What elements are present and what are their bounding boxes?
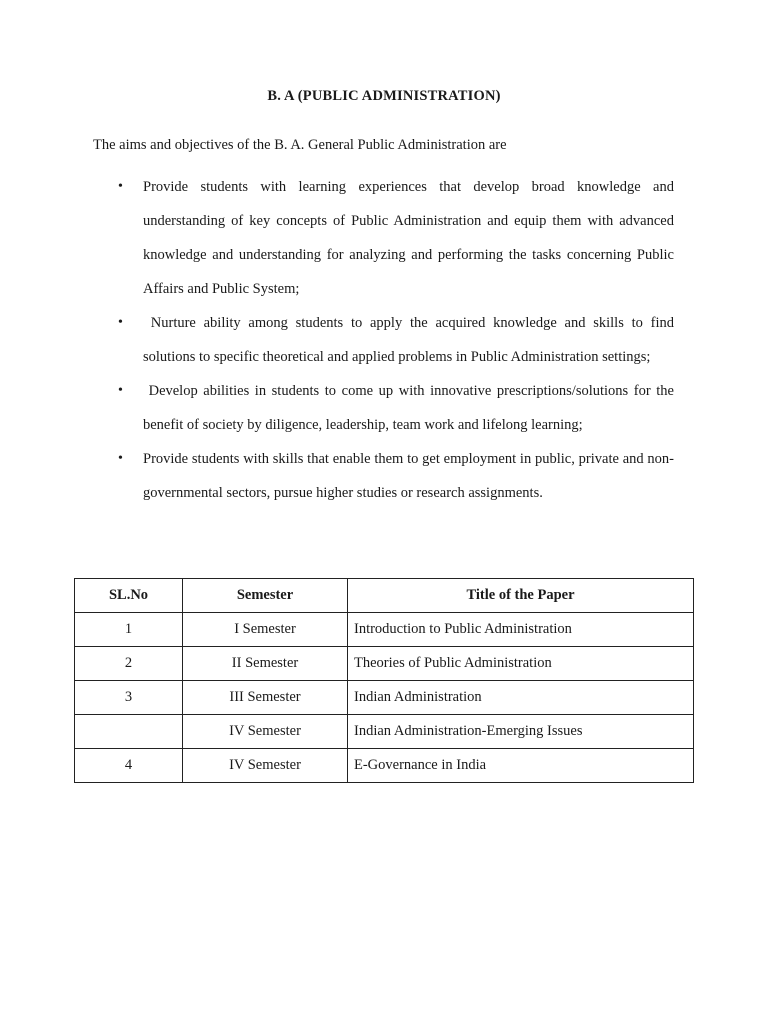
cell-semester: III Semester	[183, 681, 348, 715]
table-row	[75, 715, 694, 749]
objective-item	[118, 374, 678, 442]
objective-text: Nurture ability among students to apply the acquired knowledge and skills to find solutions to specific theoretical and applied problems in Public Administration settings;	[143, 315, 678, 365]
cell-semester: IV Semester	[183, 749, 348, 783]
table-header-row	[75, 579, 694, 613]
objective-item	[118, 306, 678, 374]
table-row	[75, 749, 694, 783]
intro-paragraph: The aims and objectives of the B. A. General Public Administration are	[93, 137, 507, 153]
cell-paper-title: Indian Administration-Emerging Issues	[348, 715, 694, 749]
bullet-icon: •	[118, 451, 123, 466]
table-row	[75, 647, 694, 681]
objective-text: Provide students with learning experiences that develop broad knowledge and understanding of key concepts of Public Administration and equip them with advanced knowledge and understanding for analyzing and performing the tasks concerning Public Affairs and Public System;	[143, 179, 674, 297]
cell-sl-no: 3	[75, 681, 183, 715]
papers-table	[74, 578, 694, 783]
table-row	[75, 681, 694, 715]
header-semester: Semester	[183, 579, 348, 613]
cell-semester: I Semester	[183, 613, 348, 647]
header-title: Title of the Paper	[348, 579, 694, 613]
bullet-icon: •	[118, 179, 123, 194]
cell-paper-title: E-Governance in India	[348, 749, 694, 783]
page-title: B. A (PUBLIC ADMINISTRATION)	[267, 88, 501, 104]
objective-text: Develop abilities in students to come up with innovative prescriptions/solutions for the benefit of society by diligence, leadership, team work and lifelong learning;	[143, 383, 678, 433]
bullet-icon: •	[118, 383, 123, 398]
cell-semester: II Semester	[183, 647, 348, 681]
objective-item	[118, 170, 674, 306]
cell-paper-title: Theories of Public Administration	[348, 647, 694, 681]
cell-semester: IV Semester	[183, 715, 348, 749]
objectives-list	[118, 170, 678, 510]
cell-sl-no: 2	[75, 647, 183, 681]
cell-sl-no	[75, 715, 183, 749]
cell-sl-no: 1	[75, 613, 183, 647]
cell-paper-title: Indian Administration	[348, 681, 694, 715]
objective-item	[118, 442, 674, 510]
objective-text: Provide students with skills that enable them to get employment in public, private and non-governmental sectors, pursue higher studies or research assignments.	[143, 451, 674, 501]
header-sl-no: SL.No	[75, 579, 183, 613]
cell-sl-no: 4	[75, 749, 183, 783]
bullet-icon: •	[118, 315, 123, 330]
table-row	[75, 613, 694, 647]
cell-paper-title: Introduction to Public Administration	[348, 613, 694, 647]
